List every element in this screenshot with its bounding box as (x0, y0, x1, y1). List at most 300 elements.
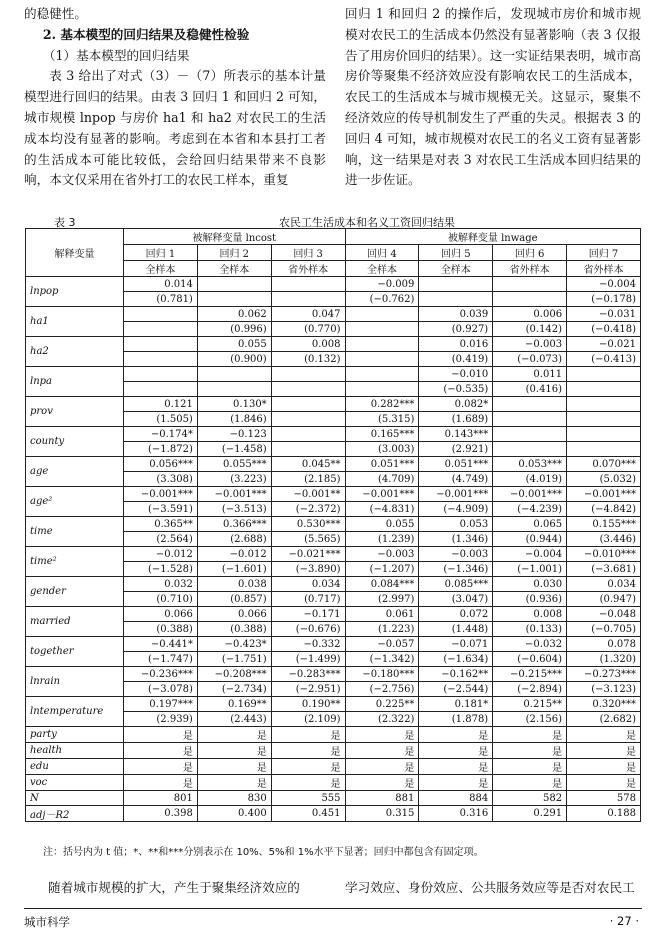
t-value-cell (271, 412, 345, 427)
coefficient-cell: −0.071 (419, 637, 493, 652)
t-value-cell: (0.388) (124, 622, 198, 637)
coefficient-cell: 0.034 (567, 577, 641, 592)
coefficient-cell: 0.066 (124, 607, 198, 622)
table-row (26, 397, 641, 412)
t-value-cell: (−1.751) (197, 652, 271, 667)
table-row (26, 457, 641, 472)
coefficient-cell: 0.130* (197, 397, 271, 412)
t-value-cell: (3.308) (124, 472, 198, 487)
value-cell: 578 (567, 791, 641, 806)
value-cell: 是 (567, 759, 641, 775)
value-cell: 0.315 (345, 806, 419, 822)
coefficient-cell: 0.366*** (197, 517, 271, 532)
coefficient-cell (197, 367, 271, 382)
coefficient-cell: 0.055*** (197, 457, 271, 472)
value-cell: 881 (345, 791, 419, 806)
t-value-cell: (−2.544) (419, 682, 493, 697)
t-value-cell (124, 382, 198, 397)
t-value-cell (567, 412, 641, 427)
coefficient-cell: 0.085*** (419, 577, 493, 592)
variable-name: health (26, 743, 124, 759)
header-dependent-lnwage: 被解释变量 lnwage (345, 229, 640, 245)
t-value-cell: (1.505) (124, 412, 198, 427)
body-text-bottom-right: 学习效应、身份效应、公共服务效应等是否对农民工 (345, 880, 635, 895)
coefficient-cell (124, 337, 198, 352)
coefficient-cell: 0.143*** (419, 427, 493, 442)
coefficient-cell: 0.053*** (493, 457, 567, 472)
t-value-cell: (−1.872) (124, 442, 198, 457)
t-value-cell: (3.047) (419, 592, 493, 607)
t-value-cell: (−1.346) (419, 562, 493, 577)
coefficient-cell: 0.008 (271, 337, 345, 352)
t-value-cell: (3.446) (567, 532, 641, 547)
value-cell: 是 (271, 743, 345, 759)
coefficient-cell: 0.181* (419, 697, 493, 712)
t-value-cell (345, 382, 419, 397)
t-value-cell (271, 442, 345, 457)
t-value-cell (567, 382, 641, 397)
table-row (26, 307, 641, 322)
variable-name: county (26, 427, 124, 457)
variable-name: lnrain (26, 667, 124, 697)
coefficient-cell: −0.215*** (493, 667, 567, 682)
t-value-cell: (2.939) (124, 712, 198, 727)
coefficient-cell: −0.001*** (345, 487, 419, 502)
t-value-cell: (3.223) (197, 472, 271, 487)
coefficient-cell: 0.082* (419, 397, 493, 412)
coefficient-cell: 0.014 (124, 277, 198, 292)
variable-name: time (26, 517, 124, 547)
t-value-cell (345, 352, 419, 367)
header-sample: 省外样本 (271, 261, 345, 277)
coefficient-cell: 0.051*** (345, 457, 419, 472)
coefficient-cell: −0.283*** (271, 667, 345, 682)
coefficient-cell (271, 367, 345, 382)
footer-rule (24, 908, 642, 909)
coefficient-cell: 0.169** (197, 697, 271, 712)
t-value-cell: (−0.604) (493, 652, 567, 667)
coefficient-cell: 0.282*** (345, 397, 419, 412)
table-row (26, 697, 641, 712)
table-row (26, 743, 641, 759)
coefficient-cell: 0.155*** (567, 517, 641, 532)
t-value-cell: (1.689) (419, 412, 493, 427)
value-cell: 是 (345, 727, 419, 743)
coefficient-cell: −0.004 (567, 277, 641, 292)
header-sample: 省外样本 (567, 261, 641, 277)
table-row (26, 517, 641, 532)
coefficient-cell: 0.320*** (567, 697, 641, 712)
variable-name: married (26, 607, 124, 637)
t-value-cell (493, 412, 567, 427)
t-value-cell: (−1.001) (493, 562, 567, 577)
t-value-cell (493, 442, 567, 457)
t-value-cell: (−2.951) (271, 682, 345, 697)
t-value-cell: (4.709) (345, 472, 419, 487)
t-value-cell: (2.564) (124, 532, 198, 547)
coefficient-cell: 0.190** (271, 697, 345, 712)
t-value-cell: (2.322) (345, 712, 419, 727)
t-value-cell: (0.132) (271, 352, 345, 367)
variable-name: lnpa (26, 367, 124, 397)
coefficient-cell: −0.423* (197, 637, 271, 652)
coefficient-cell: 0.072 (419, 607, 493, 622)
value-cell: 是 (345, 775, 419, 791)
t-value-cell: (−0.073) (493, 352, 567, 367)
coefficient-cell (124, 307, 198, 322)
value-cell: 是 (197, 743, 271, 759)
value-cell: 是 (419, 759, 493, 775)
variable-name: edu (26, 759, 124, 775)
coefficient-cell: −0.441* (124, 637, 198, 652)
journal-name: 城市科学 (24, 915, 70, 929)
table-row (26, 427, 641, 442)
t-value-cell: (−3.681) (567, 562, 641, 577)
t-value-cell: (2.156) (493, 712, 567, 727)
header-regression: 回归 6 (493, 245, 567, 261)
value-cell: 0.400 (197, 806, 271, 822)
t-value-cell: (2.682) (567, 712, 641, 727)
variable-name: gender (26, 577, 124, 607)
coefficient-cell: −0.001*** (197, 487, 271, 502)
coefficient-cell: −0.021*** (271, 547, 345, 562)
variable-name: prov (26, 397, 124, 427)
t-value-cell: (0.927) (419, 322, 493, 337)
t-value-cell: (1.223) (345, 622, 419, 637)
value-cell: 是 (419, 727, 493, 743)
coefficient-cell: −0.001*** (124, 487, 198, 502)
value-cell: 是 (124, 759, 198, 775)
coefficient-cell: 0.078 (567, 637, 641, 652)
variable-name: time² (26, 547, 124, 577)
coefficient-cell: 0.034 (271, 577, 345, 592)
coefficient-cell (419, 277, 493, 292)
t-value-cell: (−4.239) (493, 502, 567, 517)
body-text-bottom-left: 随着城市规模的扩大，产生于聚集经济效应的 (48, 880, 300, 895)
coefficient-cell (271, 427, 345, 442)
value-cell: 是 (567, 743, 641, 759)
t-value-cell: (0.857) (197, 592, 271, 607)
t-value-cell: (4.749) (419, 472, 493, 487)
t-value-cell: (0.944) (493, 532, 567, 547)
t-value-cell: (0.416) (493, 382, 567, 397)
coefficient-cell: 0.084*** (345, 577, 419, 592)
coefficient-cell (345, 337, 419, 352)
coefficient-cell: −0.032 (493, 637, 567, 652)
t-value-cell: (−2.756) (345, 682, 419, 697)
table-row (26, 607, 641, 622)
table-row (26, 337, 641, 352)
coefficient-cell: −0.001*** (567, 487, 641, 502)
t-value-cell: (−0.418) (567, 322, 641, 337)
t-value-cell: (−3.513) (197, 502, 271, 517)
coefficient-cell: −0.009 (345, 277, 419, 292)
value-cell: 是 (271, 775, 345, 791)
coefficient-cell: −0.273*** (567, 667, 641, 682)
t-value-cell: (5.565) (271, 532, 345, 547)
table-row (26, 487, 641, 502)
coefficient-cell: 0.008 (493, 607, 567, 622)
coefficient-cell: 0.055 (197, 337, 271, 352)
header-regression: 回归 1 (124, 245, 198, 261)
coefficient-cell: 0.038 (197, 577, 271, 592)
value-cell: 是 (493, 775, 567, 791)
coefficient-cell: −0.236*** (124, 667, 198, 682)
coefficient-cell: −0.012 (124, 547, 198, 562)
value-cell: 801 (124, 791, 198, 806)
variable-name: party (26, 727, 124, 743)
value-cell: 582 (493, 791, 567, 806)
body-text-continuation: 的稳健性。 (24, 6, 87, 21)
t-value-cell: (5.315) (345, 412, 419, 427)
coefficient-cell: 0.053 (419, 517, 493, 532)
coefficient-cell: −0.171 (271, 607, 345, 622)
table-row (26, 277, 641, 292)
coefficient-cell (493, 277, 567, 292)
header-regression: 回归 2 (197, 245, 271, 261)
coefficient-cell: 0.066 (197, 607, 271, 622)
coefficient-cell: 0.056*** (124, 457, 198, 472)
coefficient-cell: 0.045** (271, 457, 345, 472)
variable-name: lnpop (26, 277, 124, 307)
coefficient-cell: 0.011 (493, 367, 567, 382)
coefficient-cell: −0.003 (419, 547, 493, 562)
t-value-cell: (0.947) (567, 592, 641, 607)
coefficient-cell: −0.003 (493, 337, 567, 352)
coefficient-cell: −0.003 (345, 547, 419, 562)
variable-name: N (26, 791, 124, 806)
coefficient-cell: 0.365** (124, 517, 198, 532)
coefficient-cell (124, 367, 198, 382)
coefficient-cell: 0.039 (419, 307, 493, 322)
t-value-cell: (−1.528) (124, 562, 198, 577)
header-sample: 全样本 (419, 261, 493, 277)
t-value-cell: (0.388) (197, 622, 271, 637)
left-column (24, 4, 326, 191)
t-value-cell (197, 382, 271, 397)
t-value-cell (345, 322, 419, 337)
t-value-cell (271, 292, 345, 307)
header-regression: 回归 5 (419, 245, 493, 261)
t-value-cell: (−1.342) (345, 652, 419, 667)
value-cell: 0.291 (493, 806, 567, 822)
t-value-cell: (−0.535) (419, 382, 493, 397)
page-number: · 27 · (609, 914, 639, 928)
coefficient-cell: −0.031 (567, 307, 641, 322)
t-value-cell: (0.996) (197, 322, 271, 337)
value-cell: 是 (124, 727, 198, 743)
value-cell: 是 (419, 743, 493, 759)
t-value-cell: (1.846) (197, 412, 271, 427)
body-paragraph: 表 3 给出了对式（3）－（7）所表示的基本计量模型进行回归的结果。由表 3 回归 1 和回归 2 可知，城市规模 lnpop 与房价 ha1 和 ha2 对农民工的生活成本均没有显著的影响。考虑到在本省和本县打工者的生活成本可能比较低，会给回归结果带来不良影响，本文仅采用在省外打工的农民工样本，重复 (24, 68, 326, 188)
coefficient-cell: −0.001*** (419, 487, 493, 502)
t-value-cell: (1.878) (419, 712, 493, 727)
table-body (26, 277, 641, 822)
t-value-cell: (−3.890) (271, 562, 345, 577)
t-value-cell: (0.142) (493, 322, 567, 337)
header-sample: 全样本 (197, 261, 271, 277)
value-cell: 是 (271, 727, 345, 743)
table-row (26, 547, 641, 562)
variable-name: together (26, 637, 124, 667)
coefficient-cell: −0.332 (271, 637, 345, 652)
coefficient-cell (197, 277, 271, 292)
t-value-cell: (−1.601) (197, 562, 271, 577)
coefficient-cell (345, 307, 419, 322)
variable-name: age² (26, 487, 124, 517)
variable-name: ha2 (26, 337, 124, 367)
variable-name: lntemperature (26, 697, 124, 727)
header-variable: 解释变量 (26, 229, 124, 277)
subsection-heading: （1）基本模型的回归结果 (42, 47, 190, 63)
coefficient-cell (271, 277, 345, 292)
table-row (26, 577, 641, 592)
t-value-cell: (2.443) (197, 712, 271, 727)
t-value-cell (419, 292, 493, 307)
t-value-cell: (0.710) (124, 592, 198, 607)
t-value-cell (493, 292, 567, 307)
variable-name: age (26, 457, 124, 487)
t-value-cell: (−4.909) (419, 502, 493, 517)
header-regression: 回归 7 (567, 245, 641, 261)
coefficient-cell: −0.048 (567, 607, 641, 622)
coefficient-cell (567, 367, 641, 382)
coefficient-cell: 0.065 (493, 517, 567, 532)
t-value-cell: (4.019) (493, 472, 567, 487)
t-value-cell: (2.997) (345, 592, 419, 607)
t-value-cell: (−1.499) (271, 652, 345, 667)
value-cell: 0.451 (271, 806, 345, 822)
coefficient-cell: −0.208*** (197, 667, 271, 682)
t-value-cell: (−4.842) (567, 502, 641, 517)
coefficient-cell: −0.057 (345, 637, 419, 652)
t-value-cell: (0.133) (493, 622, 567, 637)
coefficient-cell (271, 397, 345, 412)
t-value-cell: (0.936) (493, 592, 567, 607)
t-value-cell: (−3.078) (124, 682, 198, 697)
t-value-cell: (2.921) (419, 442, 493, 457)
coefficient-cell: −0.174* (124, 427, 198, 442)
coefficient-cell (567, 427, 641, 442)
t-value-cell: (1.448) (419, 622, 493, 637)
value-cell: 884 (419, 791, 493, 806)
table-title: 农民工生活成本和名义工资回归结果 (279, 216, 455, 229)
t-value-cell: (5.032) (567, 472, 641, 487)
header-regression: 回归 3 (271, 245, 345, 261)
t-value-cell: (2.109) (271, 712, 345, 727)
coefficient-cell: 0.197*** (124, 697, 198, 712)
t-value-cell: (−2.372) (271, 502, 345, 517)
coefficient-cell: 0.055 (345, 517, 419, 532)
t-value-cell: (2.688) (197, 532, 271, 547)
coefficient-cell: 0.006 (493, 307, 567, 322)
t-value-cell: (−0.413) (567, 352, 641, 367)
coefficient-cell (345, 367, 419, 382)
t-value-cell: (0.900) (197, 352, 271, 367)
coefficient-cell: 0.165*** (345, 427, 419, 442)
coefficient-cell: 0.070*** (567, 457, 641, 472)
value-cell: 是 (493, 759, 567, 775)
variable-name: voc (26, 775, 124, 791)
coefficient-cell: −0.180*** (345, 667, 419, 682)
variable-name: ha1 (26, 307, 124, 337)
value-cell: 是 (493, 743, 567, 759)
coefficient-cell: −0.001** (271, 487, 345, 502)
header-dependent-lncost: 被解释变量 lncost (124, 229, 346, 245)
value-cell: 是 (197, 775, 271, 791)
t-value-cell: (1.320) (567, 652, 641, 667)
regression-table (25, 228, 641, 822)
t-value-cell: (−1.634) (419, 652, 493, 667)
coefficient-cell: 0.121 (124, 397, 198, 412)
t-value-cell: (2.185) (271, 472, 345, 487)
coefficient-cell: −0.001*** (493, 487, 567, 502)
value-cell: 是 (124, 775, 198, 791)
table-label: 表 3 (54, 216, 76, 229)
t-value-cell: (−1.207) (345, 562, 419, 577)
t-value-cell: (−3.123) (567, 682, 641, 697)
value-cell: 0.316 (419, 806, 493, 822)
value-cell: 是 (271, 759, 345, 775)
value-cell: 是 (124, 743, 198, 759)
body-paragraph: 回归 1 和回归 2 的操作后，发现城市房价和城市规模对农民工的生活成本仍然没有显著影响（表 3 仅报告了用房价回归的结果）。这一实证结果表明，城市高房价等聚集不经济效应没有影响农民工的生活成本，农民工的生活成本与城市规模无关。这显示，聚集不经济效应的传导机制发生了严重的失灵。根据表 3 的回归 4 可知，城市规模对农民工的名义工资有显著影响，这一结果是对表 3 对农民工生活成本回归结果的进一步佐证。 (345, 6, 641, 188)
coefficient-cell (567, 397, 641, 412)
t-value-cell: (0.419) (419, 352, 493, 367)
coefficient-cell: −0.010 (419, 367, 493, 382)
coefficient-cell: −0.004 (493, 547, 567, 562)
t-value-cell: (−1.747) (124, 652, 198, 667)
table-row (26, 637, 641, 652)
coefficient-cell: 0.047 (271, 307, 345, 322)
value-cell: 830 (197, 791, 271, 806)
value-cell: 是 (345, 759, 419, 775)
table-row (26, 806, 641, 822)
coefficient-cell: 0.062 (197, 307, 271, 322)
table-note: 注：括号内为 t 值；*、**和***分别表示在 10%、5%和 1%水平下显著；回归中都包含有固定项。 (43, 847, 484, 858)
t-value-cell: (−2.894) (493, 682, 567, 697)
value-cell: 是 (567, 727, 641, 743)
value-cell: 是 (419, 775, 493, 791)
coefficient-cell: 0.215** (493, 697, 567, 712)
table-row (26, 367, 641, 382)
coefficient-cell (493, 397, 567, 412)
t-value-cell (271, 382, 345, 397)
variable-name: adj－R2 (26, 806, 124, 822)
t-value-cell (197, 292, 271, 307)
t-value-cell: (−2.734) (197, 682, 271, 697)
t-value-cell: (−1.458) (197, 442, 271, 457)
t-value-cell: (−4.831) (345, 502, 419, 517)
t-value-cell: (−0.676) (271, 622, 345, 637)
coefficient-cell: 0.061 (345, 607, 419, 622)
t-value-cell: (0.781) (124, 292, 198, 307)
coefficient-cell: −0.021 (567, 337, 641, 352)
table-row (26, 667, 641, 682)
table-row (26, 759, 641, 775)
value-cell: 0.188 (567, 806, 641, 822)
value-cell: 是 (197, 759, 271, 775)
header-sample: 全样本 (345, 261, 419, 277)
coefficient-cell: −0.010*** (567, 547, 641, 562)
coefficient-cell: 0.225** (345, 697, 419, 712)
header-sample: 全样本 (124, 261, 198, 277)
coefficient-cell: 0.530*** (271, 517, 345, 532)
t-value-cell: (−0.705) (567, 622, 641, 637)
table-row (26, 791, 641, 806)
t-value-cell: (1.239) (345, 532, 419, 547)
t-value-cell: (−3.591) (124, 502, 198, 517)
t-value-cell: (−0.178) (567, 292, 641, 307)
